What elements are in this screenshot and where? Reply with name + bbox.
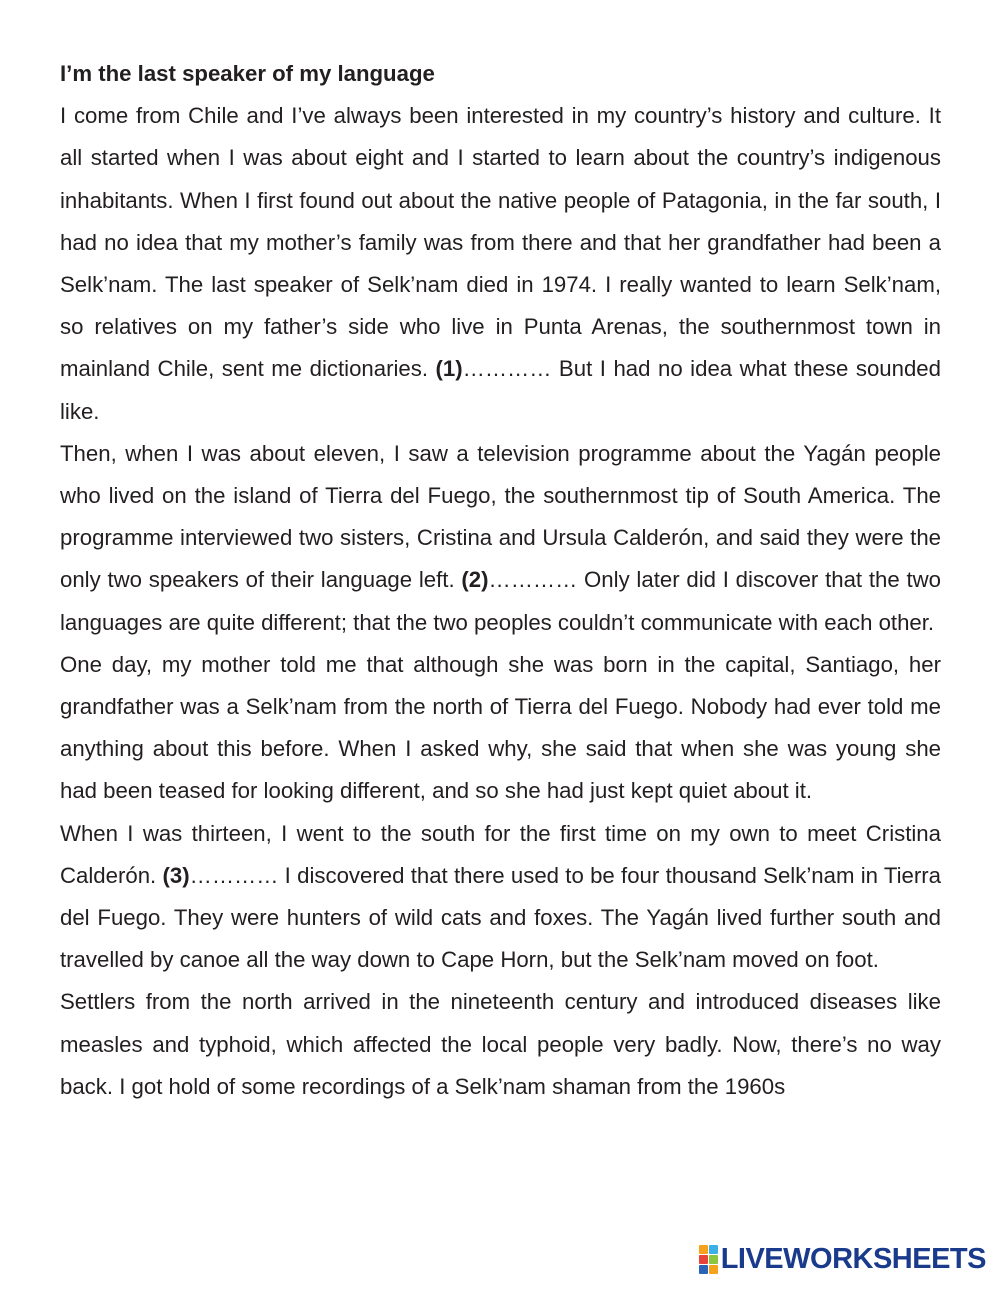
- paragraph: [60, 813, 941, 982]
- liveworksheets-logo-text: LIVEWORKSHEETS: [720, 1243, 986, 1275]
- article-title: I’m the last speaker of my language: [60, 61, 435, 86]
- logo-square: [709, 1245, 718, 1254]
- paragraph-text: Then, when I was about eleven, I saw a television programme about the Yagán people who lived on the island of Tierra del Fuego, the southernmost tip of South America. The programme interviewed two sisters, Cristina and Ursula Calderón, and said they were the only two speakers of their language left.: [60, 440, 941, 593]
- paragraph-text: Settlers from the north arrived in the nineteenth century and introduced diseases like measles and typhoid, which affected the local people very badly. Now, there’s no way back. I got hold of some recordings of a Selk’nam shaman from the 1960s: [60, 989, 941, 1099]
- paragraph: [60, 95, 941, 433]
- paragraph: [60, 433, 941, 644]
- liveworksheets-logo: [699, 1244, 986, 1274]
- gap-number: (2): [461, 567, 489, 593]
- logo-square: [699, 1265, 708, 1274]
- paragraph-text: ………… Only later did I discover that the two languages are quite different; that the two peoples couldn’t communicate with each other.: [60, 567, 941, 635]
- paragraph: [60, 644, 941, 813]
- logo-square: [709, 1255, 718, 1264]
- logo-square: [699, 1245, 708, 1254]
- paragraph-text: When I was thirteen, I went to the south for the first time on my own to meet Cristina Calderón.: [60, 820, 941, 888]
- paragraph: [60, 981, 941, 1108]
- article-body: [60, 95, 941, 1108]
- logo-square: [709, 1265, 718, 1274]
- paragraph-text: ………… I discovered that there used to be four thousand Selk’nam in Tierra del Fuego. They were hunters of wild cats and foxes. The Yagán lived further south and travelled by canoe all the way down to Cape Horn, but the Selk’nam moved on foot.: [60, 862, 941, 973]
- liveworksheets-logo-icon: [699, 1245, 718, 1274]
- gap-number: (3): [162, 862, 190, 888]
- paragraph-text: One day, my mother told me that although she was born in the capital, Santiago, her grandfather was a Selk’nam from the north of Tierra del Fuego. Nobody had ever told me anything about this before. When I asked why, she said that when she was young she had been teased for looking different, and so she had just kept quiet about it.: [60, 651, 941, 804]
- paragraph-text: I come from Chile and I’ve always been interested in my country’s history and culture. It all started when I was about eight and I started to learn about the country’s indigenous inhabitants. When I first found out about the native people of Patagonia, in the far south, I had no idea that my mother’s family was from there and that her grandfather had been a Selk’nam. The last speaker of Selk’nam died in 1974. I really wanted to learn Selk’nam, so relatives on my father’s side who live in Punta Arenas, the southernmost town in mainland Chile, sent me dictionaries.: [60, 103, 941, 382]
- gap-number: (1): [435, 356, 463, 382]
- logo-square: [699, 1255, 708, 1264]
- worksheet-text: [60, 53, 941, 1108]
- paragraph-text: ………… But I had no idea what these sounded like.: [60, 356, 941, 424]
